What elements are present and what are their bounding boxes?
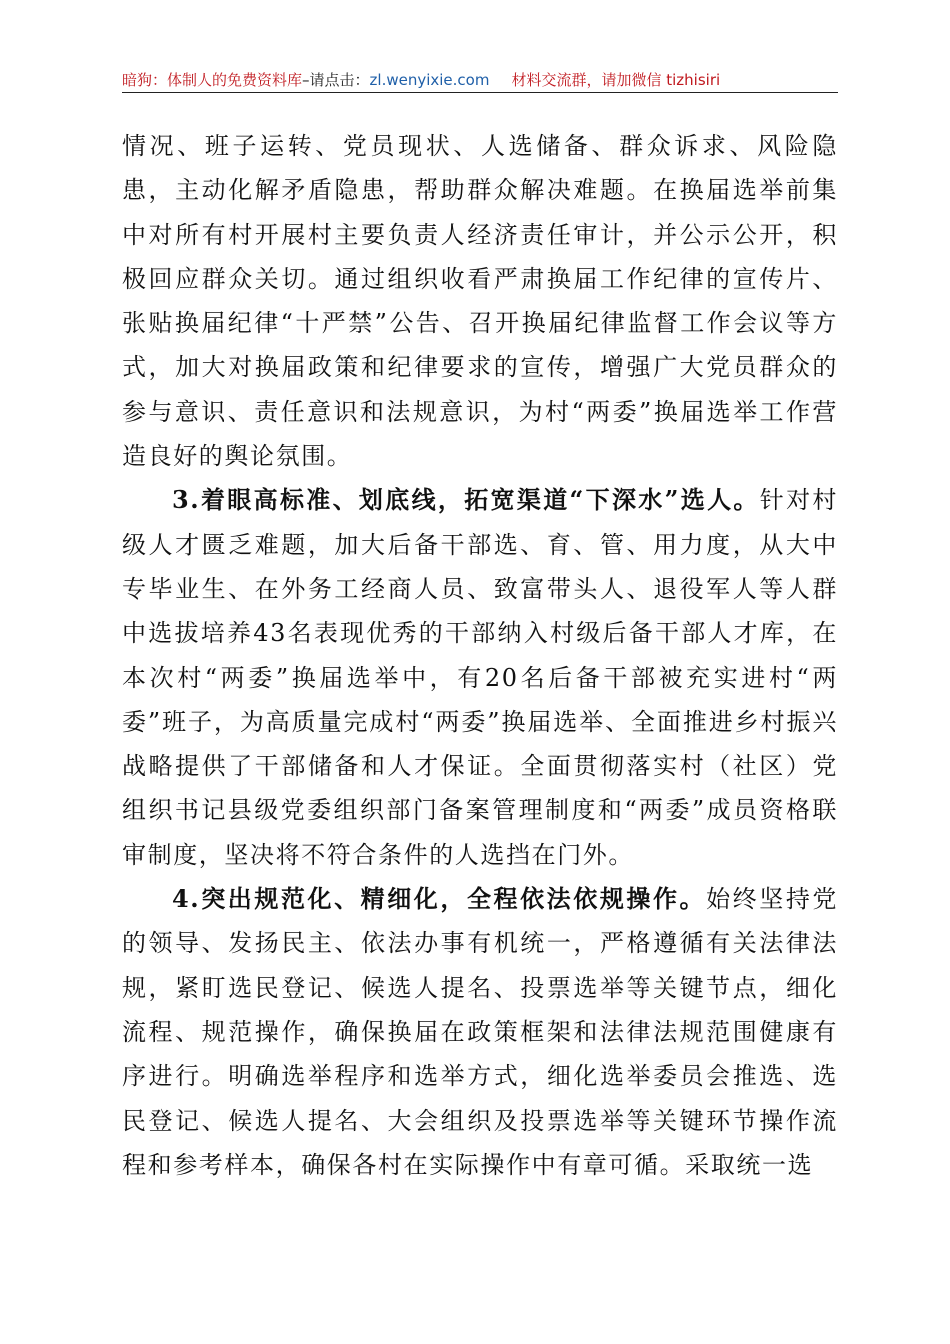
paragraph-1: [122, 124, 838, 478]
paragraph-3-heading: 4.突出规范化、精细化，全程依法依规操作。: [172, 884, 707, 914]
header-url-link[interactable]: zl.wenyixie.com: [369, 71, 490, 89]
header-brand: 暗狗：体制人的免费资料库: [122, 71, 303, 89]
document-body: [122, 124, 838, 1187]
paragraph-1-body: 情况、班子运转、党员现状、人选储备、群众诉求、风险隐患，主动化解矛盾隐患，帮助群众解决难题。在换届选举前集中对所有村开展村主要负责人经济责任审计，并公示公开，积极回应群众关切。通过组织收看严肃换届工作纪律的宣传片、张贴换届纪律“十严禁”公告、召开换届纪律监督工作会议等方式，加大对换届政策和纪律要求的宣传，增强广大党员群众的参与意识、责任意识和法规意识，为村“两委”换届选举工作营造良好的舆论氛围。: [122, 132, 838, 471]
paragraph-3: [122, 877, 838, 1187]
page-header: [122, 68, 838, 93]
paragraph-2-body: 针对村级人才匮乏难题，加大后备干部选、育、管、用力度，从大中专毕业生、在外务工经商人员、致富带头人、退役军人等人群中选拔培养43名表现优秀的干部纳入村级后备干部人才库，在本次村“两委”换届选举中，有20名后备干部被充实进村“两委”班子，为高质量完成村“两委”换届选举、全面推进乡村振兴战略提供了干部储备和人才保证。全面贯彻落实村（社区）党组织书记县级党委组织部门备案管理制度和“两委”成员资格联审制度，坚决将不符合条件的人选挡在门外。: [122, 486, 838, 869]
header-click-prompt: –请点击：: [302, 71, 370, 89]
paragraph-2: [122, 478, 838, 877]
header-wechat-note: 材料交流群，请加微信 tizhisiri: [511, 71, 721, 89]
paragraph-3-body: 始终坚持党的领导、发扬民主、依法办事有机统一，严格遵循有关法律法规，紧盯选民登记、候选人提名、投票选举等关键节点，细化流程、规范操作，确保换届在政策框架和法律法规范围健康有序进行。明确选举程序和选举方式，细化选举委员会推选、选民登记、候选人提名、大会组织及投票选举等关键环节操作流程和参考样本，确保各村在实际操作中有章可循。采取统一选: [122, 885, 838, 1179]
paragraph-2-heading: 3.着眼高标准、划底线，拓宽渠道“下深水”选人。: [172, 485, 760, 515]
